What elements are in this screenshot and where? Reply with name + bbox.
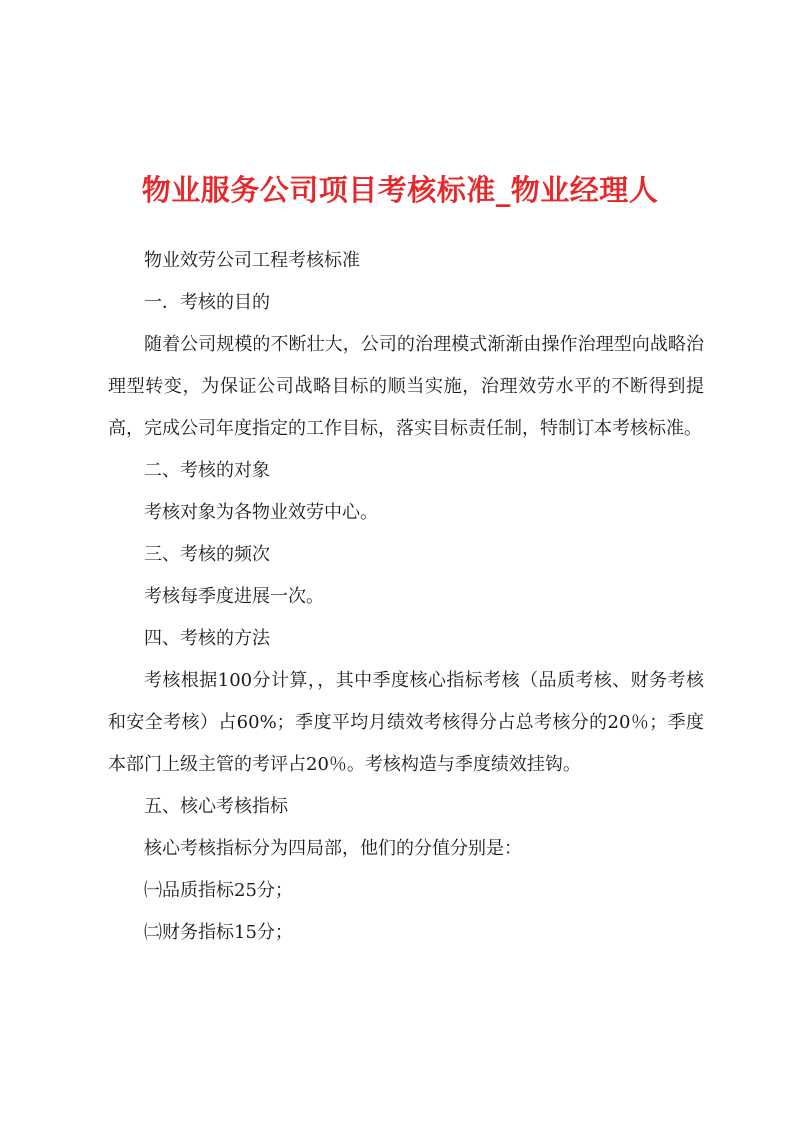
paragraph-purpose: 随着公司规模的不断壮大，公司的治理模式渐渐由操作治理型向战略治理型转变，为保证公司战略目标的顺当实施，治理效劳水平的不断得到提高，完成公司年度指定的工作目标，落实目标责任制，特制订本考核标准。 (108, 334, 704, 439)
list-item-finance: ㈡财务指标15分； (144, 922, 293, 943)
list-item-quality: ㈠品质指标25分； (144, 880, 293, 901)
paragraph-target: 考核对象为各物业效劳中心。 (144, 502, 378, 523)
paragraph-core-indicators: 核心考核指标分为四局部，他们的分值分别是： (144, 838, 522, 859)
section-heading-target: 二、考核的对象 (144, 460, 270, 481)
document-body (108, 240, 704, 954)
paragraph-method: 考核根据100分计算，，其中季度核心指标考核（品质考核、财务考核和安全考核）占60%；季度平均月绩效考核得分占总考核分的20％；季度本部门上级主管的考评占20％。考核构造与季度绩效挂钩。 (108, 670, 704, 775)
paragraph-frequency: 考核每季度进展一次。 (144, 586, 324, 607)
document-subtitle: 物业效劳公司工程考核标准 (144, 250, 360, 271)
section-heading-method: 四、考核的方法 (144, 628, 270, 649)
section-heading-frequency: 三、考核的频次 (144, 544, 270, 565)
section-heading-core-indicators: 五、核心考核指标 (144, 796, 288, 817)
section-heading-purpose: 一．考核的目的 (144, 292, 270, 313)
document-title: 物业服务公司项目考核标准_物业经理人 (141, 173, 659, 207)
